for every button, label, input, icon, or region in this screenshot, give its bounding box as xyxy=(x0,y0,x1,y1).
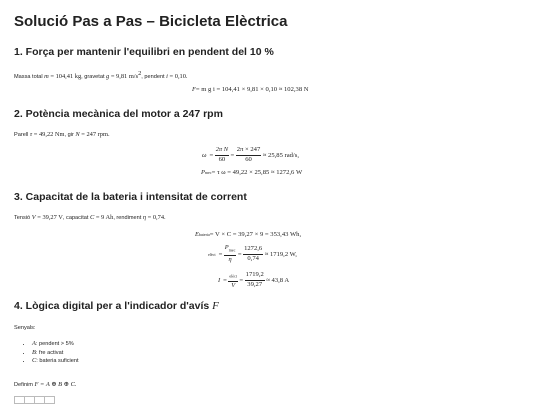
fraction xyxy=(236,146,262,164)
numerator xyxy=(224,244,237,256)
power-formula: = τ ω = 49,22 × 25,85 ≈ 1272,6 W xyxy=(211,169,303,176)
var-V: V xyxy=(31,214,36,221)
table-cell xyxy=(44,396,55,404)
numerator xyxy=(228,270,238,282)
subscript: mec xyxy=(228,247,236,253)
definition-line xyxy=(14,381,76,389)
item-text: : pendent > 5% xyxy=(35,341,74,347)
item-text: : bateria suficient xyxy=(36,358,79,364)
mass-value: = 104,41 kg xyxy=(48,72,82,80)
equals: = xyxy=(218,250,223,258)
power-equation xyxy=(201,169,302,176)
var-F: F xyxy=(192,86,196,93)
signals-list xyxy=(22,340,79,366)
var-omega: ω xyxy=(202,151,207,159)
fraction xyxy=(228,270,238,290)
equals: = xyxy=(209,151,214,159)
text: , pendent xyxy=(141,73,167,80)
numerator: 2π N xyxy=(215,146,229,156)
slope-value: = 0,10. xyxy=(167,72,188,80)
gravity-value: = 9,81 m/s xyxy=(109,72,139,80)
current-result: ≈ 43,8 A xyxy=(266,276,290,284)
var-eta: η xyxy=(142,214,147,221)
list-item xyxy=(32,357,79,366)
voltage-value: = 39,27 V xyxy=(35,214,63,221)
var-I: I xyxy=(218,276,221,284)
force-equation xyxy=(192,86,309,93)
table-cell xyxy=(24,396,34,404)
fraction xyxy=(243,245,263,263)
force-formula: = m g i = 104,41 × 9,81 × 0,10 ≈ 102,38 N xyxy=(195,86,309,93)
equals: = xyxy=(239,276,244,284)
subscript: elèct xyxy=(229,273,237,279)
section-2-heading: 2. Potència mecànica del motor a 247 rpm xyxy=(14,108,223,120)
subscript: elèct xyxy=(208,251,216,257)
var-C: C xyxy=(32,357,37,364)
fraction xyxy=(245,271,265,289)
subscript: mec xyxy=(204,170,212,175)
var-F: F xyxy=(34,381,39,388)
text: Tensió xyxy=(14,215,32,221)
truth-table-header xyxy=(14,396,55,404)
section-3-intro xyxy=(14,214,166,222)
var-B: B xyxy=(32,348,36,356)
heading-text: 4. Lògica digital per a l'indicador d'avís xyxy=(14,300,213,312)
list-item xyxy=(32,340,79,349)
denominator: 39,27 xyxy=(247,281,263,289)
var-m: m xyxy=(44,72,49,80)
var-C: C xyxy=(89,214,95,221)
energy-formula: = V × C = 39,27 × 9 = 353,43 Wh, xyxy=(209,231,302,238)
omega-result: ≈ 25,85 rad/s, xyxy=(262,151,299,159)
numerator: 2π × 247 xyxy=(236,146,262,156)
superscript: 2 xyxy=(138,70,142,77)
omega-equation xyxy=(202,146,299,164)
fraction xyxy=(215,146,229,164)
denominator: η xyxy=(228,256,232,264)
table-cell xyxy=(14,396,24,404)
var-F: F xyxy=(212,300,219,312)
text: Definim xyxy=(14,382,35,388)
denominator: 60 xyxy=(218,156,226,163)
section-2-intro xyxy=(14,131,110,139)
xor-expression: = A ⊕ B ⊕ C. xyxy=(38,381,77,388)
var-E: E xyxy=(195,231,199,238)
page-title: Solució Pas a Pas – Bicicleta Elèctrica xyxy=(14,13,288,30)
var-P: P xyxy=(201,169,205,176)
var-P: P xyxy=(224,244,229,251)
fraction xyxy=(224,244,237,264)
var-g: g xyxy=(106,72,110,80)
denominator: 0,74 xyxy=(247,255,259,263)
section-4-heading xyxy=(14,300,219,312)
text: , capacitat xyxy=(62,215,90,221)
current-equation xyxy=(218,270,289,290)
denominator: V xyxy=(231,282,236,290)
var-N: N xyxy=(75,131,80,138)
section-1-heading: 1. Força per mantenir l'equilibri en pendent del 10 % xyxy=(14,46,274,58)
table-cell xyxy=(34,396,44,404)
numerator: 1719,2 xyxy=(245,271,265,281)
equals: = xyxy=(223,276,227,284)
torque-value: = 49,22 Nm xyxy=(32,131,65,138)
var-i: i xyxy=(166,72,168,80)
text: Massa total xyxy=(14,73,45,80)
section-3-heading: 3. Capacitat de la bateria i intensitat de corrent xyxy=(14,191,247,203)
numerator: 1272,6 xyxy=(243,245,263,255)
subscript: bateria xyxy=(198,232,210,237)
section-1-intro xyxy=(14,70,188,81)
var-A: A xyxy=(32,340,36,347)
denominator: 60 xyxy=(245,156,252,163)
list-item xyxy=(32,349,79,358)
equals: = xyxy=(237,250,242,258)
var-tau: τ xyxy=(29,131,33,138)
text: , gravetat xyxy=(81,73,107,80)
efficiency-value: = 0,74. xyxy=(146,214,166,221)
energy-equation xyxy=(195,231,301,238)
item-text: : fre activat xyxy=(35,349,64,356)
text: , rendiment xyxy=(113,215,143,221)
capacity-value: = 9 Ah xyxy=(94,214,114,221)
rpm-value: = 247 rpm. xyxy=(79,131,110,138)
equals: = xyxy=(230,151,235,159)
signals-label: Senyals: xyxy=(14,325,36,331)
electric-power-equation xyxy=(208,244,297,264)
text: Parell xyxy=(14,132,30,138)
electric-power-result: ≈ 1719,2 W, xyxy=(264,250,297,258)
text: , gir xyxy=(64,132,76,138)
